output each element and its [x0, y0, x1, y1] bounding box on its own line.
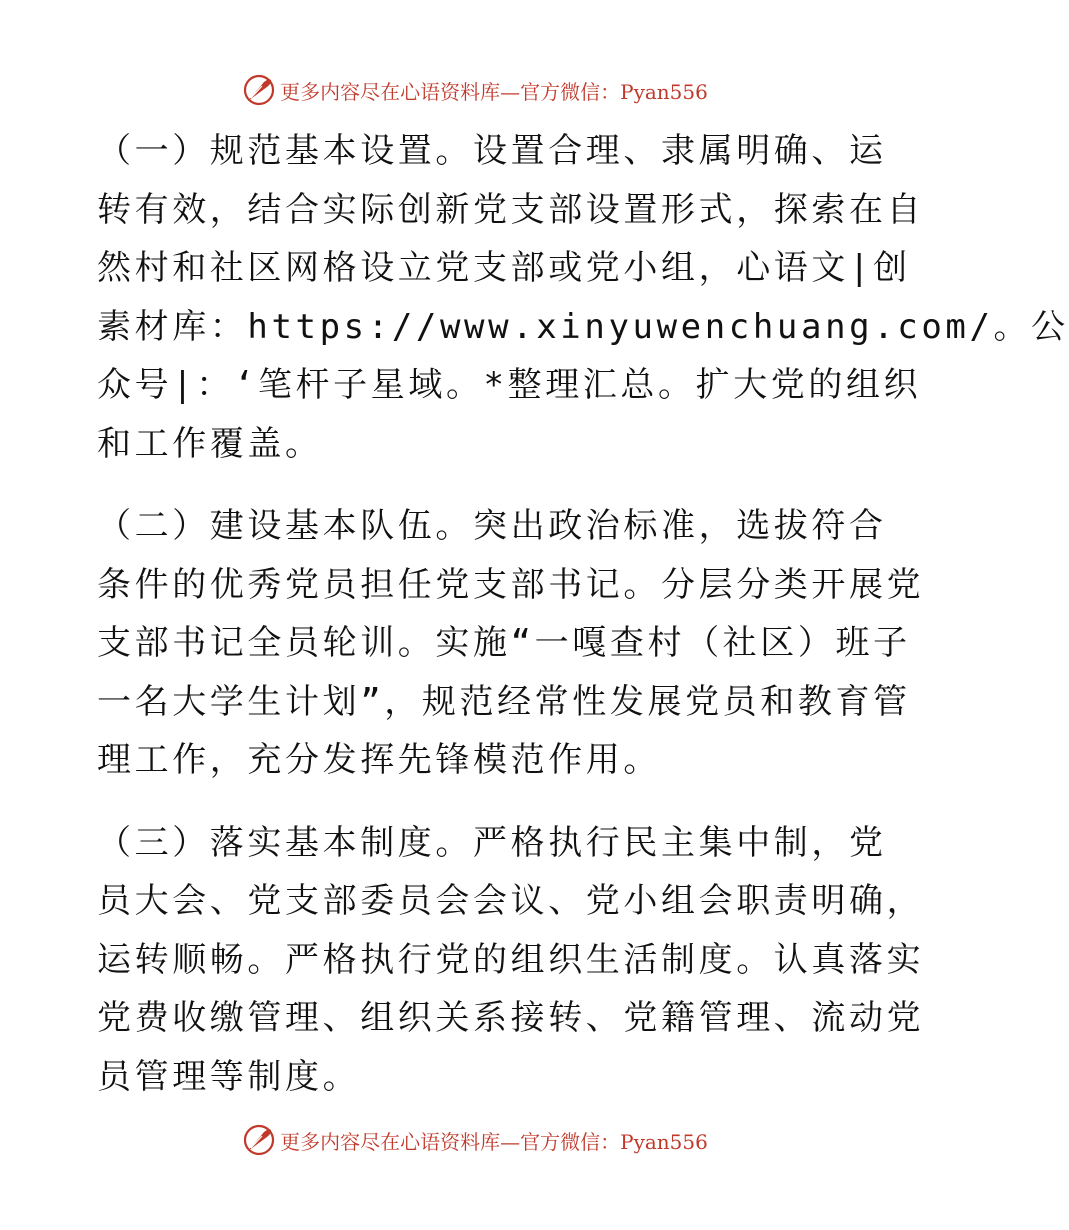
- text-line: 运转顺畅。严格执行党的组织生活制度。认真落实: [97, 939, 925, 980]
- text-line: 和工作覆盖。: [97, 423, 323, 464]
- text-line: 转有效，结合实际创新党支部设置形式，探索在自: [97, 189, 925, 230]
- text-line: 理工作，充分发挥先锋模范作用。: [97, 740, 661, 780]
- feather-pen-circle-icon: [242, 73, 276, 107]
- text-line: （三）落实基本制度。严格执行民主集中制，党: [97, 822, 887, 863]
- footer-watermark: [0, 1120, 950, 1160]
- header-watermark: [0, 70, 950, 110]
- paragraph-2: [97, 497, 925, 790]
- text-line: 一名大学生计划”，规范经常性发展党员和教育管: [97, 681, 911, 722]
- header-watermark-text: 更多内容尽在心语资料库—: [280, 79, 521, 104]
- header-watermark-wechat: 官方微信：Pyan556: [520, 79, 708, 104]
- paragraph-1: [97, 122, 1069, 473]
- text-line: 员大会、党支部委员会会议、党小组会职责明确，: [97, 881, 925, 921]
- paragraph-3: [97, 814, 925, 1107]
- text-line: （一）规范基本设置。设置合理、隶属明确、运: [97, 131, 887, 171]
- text-line: 支部书记全员轮训。实施“一嘎查村（社区）班子: [97, 623, 911, 663]
- text-line: （二）建设基本队伍。突出政治标准，选拔符合: [97, 506, 887, 546]
- feather-pen-circle-icon: [242, 1123, 276, 1157]
- text-line: 员管理等制度。: [97, 1056, 361, 1097]
- document-body: [97, 122, 1069, 1130]
- text-line: 素材库：https://www.xinyuwenchuang.com/。公: [97, 306, 1069, 347]
- text-line: 然村和社区网格设立党支部或党小组，心语文|创: [97, 248, 911, 288]
- text-line: 条件的优秀党员担任党支部书记。分层分类开展党: [97, 564, 925, 605]
- text-line: 众号|：‘笔杆子星域。*整理汇总。扩大党的组织: [97, 365, 922, 405]
- footer-watermark-wechat: 官方微信：Pyan556: [520, 1129, 708, 1154]
- footer-watermark-text: 更多内容尽在心语资料库—: [280, 1129, 521, 1154]
- text-line: 党费收缴管理、组织关系接转、党籍管理、流动党: [97, 998, 925, 1038]
